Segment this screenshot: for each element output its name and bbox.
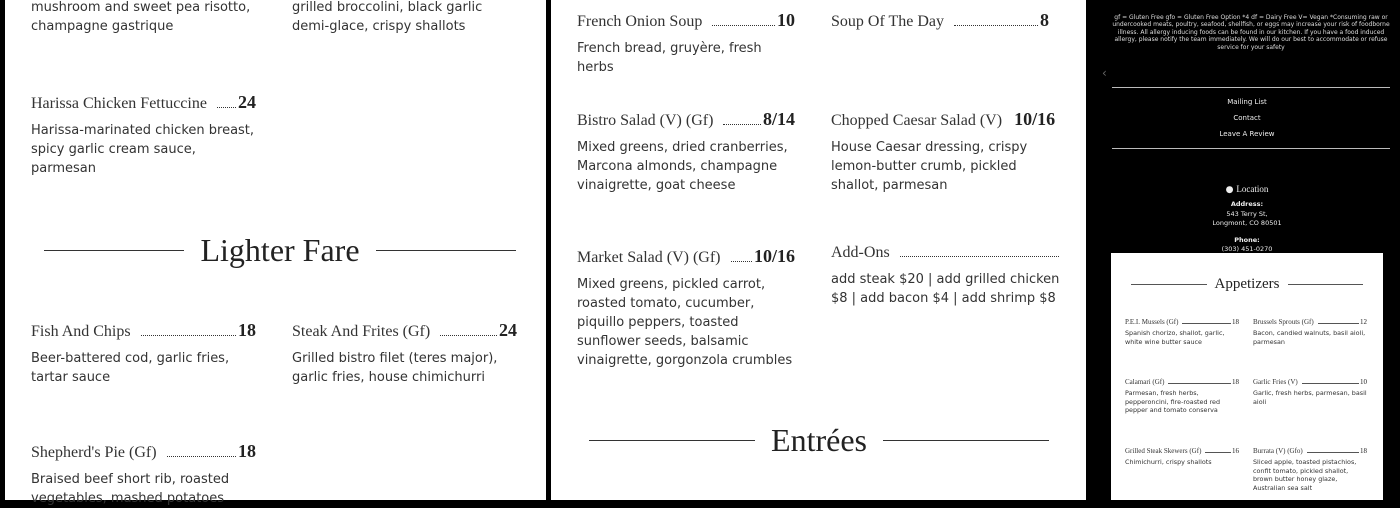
- item-name: Harissa Chicken Fettuccine: [31, 95, 207, 112]
- item-price: 8/14: [762, 109, 795, 129]
- contact-link[interactable]: Contact: [1233, 114, 1261, 122]
- item-description: Spanish chorizo, shallot, garlic, white wine butter sauce: [1125, 329, 1225, 346]
- menu-item: [577, 10, 795, 77]
- menu-panel-middle: [551, 0, 1086, 500]
- menu-item: [1253, 447, 1367, 492]
- phone-label: Phone:: [1234, 236, 1260, 244]
- item-price: 16: [1232, 447, 1239, 455]
- item-description: Beer-battered cod, garlic fries, tartar sauce: [31, 351, 230, 385]
- dot-leader: [1302, 383, 1359, 384]
- menu-item: [577, 246, 795, 370]
- item-name: Grilled Steak Skewers (Gf): [1125, 447, 1202, 455]
- menu-item: [1125, 378, 1239, 415]
- location-label: Location: [1236, 184, 1269, 194]
- item-description: Garlic, fresh herbs, parmesan, basil aioli: [1253, 389, 1367, 406]
- item-description: Parmesan, fresh herbs, pepperoncini, fire-roasted red pepper and tomato conserva: [1125, 389, 1221, 414]
- item-description: Harissa-marinated chicken breast, spicy garlic cream sauce, parmesan: [31, 123, 255, 176]
- dot-leader: [1318, 323, 1359, 324]
- dot-leader: [1168, 383, 1231, 384]
- dot-leader: [1182, 323, 1231, 324]
- item-price: 24: [499, 320, 517, 340]
- map-pin-icon: ●: [1225, 185, 1234, 195]
- section-heading: [44, 232, 516, 269]
- menu-item: [31, 441, 256, 508]
- menu-item-desc: [31, 0, 271, 36]
- dot-leader: [954, 25, 1038, 26]
- item-name: Shepherd's Pie (Gf): [31, 444, 157, 461]
- panel-edge: [1383, 253, 1400, 500]
- item-name: Soup Of The Day: [831, 13, 945, 30]
- item-description: French bread, gruyère, fresh herbs: [577, 41, 762, 75]
- item-price: 10/16: [1014, 109, 1056, 129]
- item-name: Calamari (Gf): [1125, 378, 1165, 386]
- menu-item: [831, 109, 1056, 195]
- item-price: 10/16: [753, 246, 795, 266]
- section-title: Lighter Fare: [200, 232, 360, 268]
- allergy-note: gf = Gluten Free gfo = Gluten Free Option *4 df = Dairy Free V= Vegan *Consuming raw or undercooked meats, poultry, seafood, shellfish, or eggs may increase your risk of foodborne illness. All allergy inducing foods can be found in our kitchen. If you have a food induced allergy, please notify the team immediately. We will do our best to accommodate or refuse service for your safety: [1112, 14, 1390, 51]
- item-description: grilled broccolini, black garlic demi-glace, crispy shallots: [292, 0, 483, 34]
- item-description: Sliced apple, toasted pistachios, confit tomato, pickled shallot, brown butter honey glaze, Australian sea salt: [1253, 458, 1357, 492]
- address-line-1: 543 Terry St,: [1226, 210, 1268, 218]
- item-description: add steak $20 | add grilled chicken $8 | add bacon $4 | add shrimp $8: [831, 272, 1060, 306]
- item-description: Grilled bistro filet (teres major), garlic fries, house chimichurri: [292, 351, 498, 385]
- item-name: Add-Ons: [831, 244, 890, 261]
- dot-leader: [1307, 452, 1359, 453]
- item-name: Market Salad (V) (Gf): [577, 249, 721, 266]
- item-name: Fish And Chips: [31, 323, 131, 340]
- divider: [589, 440, 755, 441]
- divider: [1131, 284, 1207, 285]
- dot-leader: [1205, 452, 1231, 453]
- divider: [1288, 284, 1364, 285]
- item-price: 18: [238, 320, 256, 340]
- item-price: 10: [1360, 378, 1367, 386]
- leave-review-link[interactable]: Leave A Review: [1219, 130, 1275, 138]
- item-name: Garlic Fries (V): [1253, 378, 1298, 386]
- divider: [1112, 87, 1390, 88]
- item-name: Chopped Caesar Salad (V): [831, 112, 1003, 129]
- item-price: 18: [238, 441, 256, 461]
- item-description: Mixed greens, pickled carrot, roasted tomato, cucumber, piquillo peppers, toasted sunflower seeds, balsamic vinaigrette, gorgonzola crumbles: [577, 277, 793, 368]
- item-description: Bacon, candied walnuts, basil aioli, parmesan: [1253, 329, 1366, 346]
- item-price: 8: [1040, 10, 1049, 30]
- menu-item-desc: [292, 0, 522, 36]
- menu-item: [31, 92, 256, 178]
- dot-leader: [731, 261, 752, 262]
- item-price: 10: [777, 10, 795, 30]
- item-name: Burrata (V) (Gfo): [1253, 447, 1303, 455]
- item-description: Chimichurri, crispy shallots: [1125, 458, 1212, 466]
- menu-item: [1253, 378, 1367, 406]
- menu-item: [31, 320, 256, 387]
- menu-item: [1253, 318, 1367, 346]
- dot-leader: [167, 456, 236, 457]
- section-heading: [589, 422, 1049, 459]
- dot-leader: [141, 335, 236, 336]
- item-description: Braised beef short rib, roasted vegetables, mashed potatoes: [31, 472, 230, 506]
- item-price: 18: [1232, 318, 1239, 326]
- menu-item-addons: [831, 244, 1061, 308]
- item-price: 24: [238, 92, 256, 112]
- divider: [1112, 148, 1390, 149]
- section-heading: [1131, 276, 1363, 293]
- dot-leader: [217, 107, 236, 108]
- mailing-list-link[interactable]: Mailing List: [1227, 98, 1267, 106]
- divider: [883, 440, 1049, 441]
- menu-item: [1125, 318, 1239, 346]
- item-name: French Onion Soup: [577, 13, 703, 30]
- item-price: 12: [1360, 318, 1367, 326]
- item-name: Bistro Salad (V) (Gf): [577, 112, 714, 129]
- dot-leader: [900, 256, 1059, 257]
- item-description: Mixed greens, dried cranberries, Marcona almonds, champagne vinaigrette, goat cheese: [577, 140, 788, 193]
- menu-item: [577, 109, 795, 195]
- address-label: Address:: [1230, 200, 1264, 208]
- address-line-2: Longmont, CO 80501: [1212, 219, 1282, 227]
- menu-item: [831, 10, 1049, 31]
- menu-panel-appetizers: [1094, 253, 1400, 500]
- panel-edge: [1094, 253, 1111, 500]
- item-description: House Caesar dressing, crispy lemon-butter crumb, pickled shallot, parmesan: [831, 140, 1028, 193]
- chevron-left-icon[interactable]: ‹: [1102, 66, 1107, 80]
- item-price: 18: [1360, 447, 1367, 455]
- section-title: Entrées: [771, 422, 867, 458]
- phone-number-link[interactable]: (303) 451-0270: [1221, 245, 1273, 253]
- item-description: mushroom and sweet pea risotto, champagne gastrique: [31, 0, 251, 34]
- location-heading: [1094, 184, 1400, 195]
- dot-leader: [712, 25, 775, 26]
- item-name: Steak And Frites (Gf): [292, 323, 431, 340]
- menu-item: [292, 320, 517, 387]
- divider: [376, 250, 516, 251]
- item-name: P.E.I. Mussels (Gf): [1125, 318, 1179, 326]
- dot-leader: [440, 335, 497, 336]
- menu-item: [1125, 447, 1239, 467]
- section-title: Appetizers: [1214, 276, 1280, 292]
- dot-leader: [723, 124, 761, 125]
- item-price: 18: [1232, 378, 1239, 386]
- menu-panel-left: [5, 0, 546, 506]
- footer-panel: [1094, 0, 1400, 253]
- divider: [44, 250, 184, 251]
- item-name: Brussels Sprouts (Gf): [1253, 318, 1314, 326]
